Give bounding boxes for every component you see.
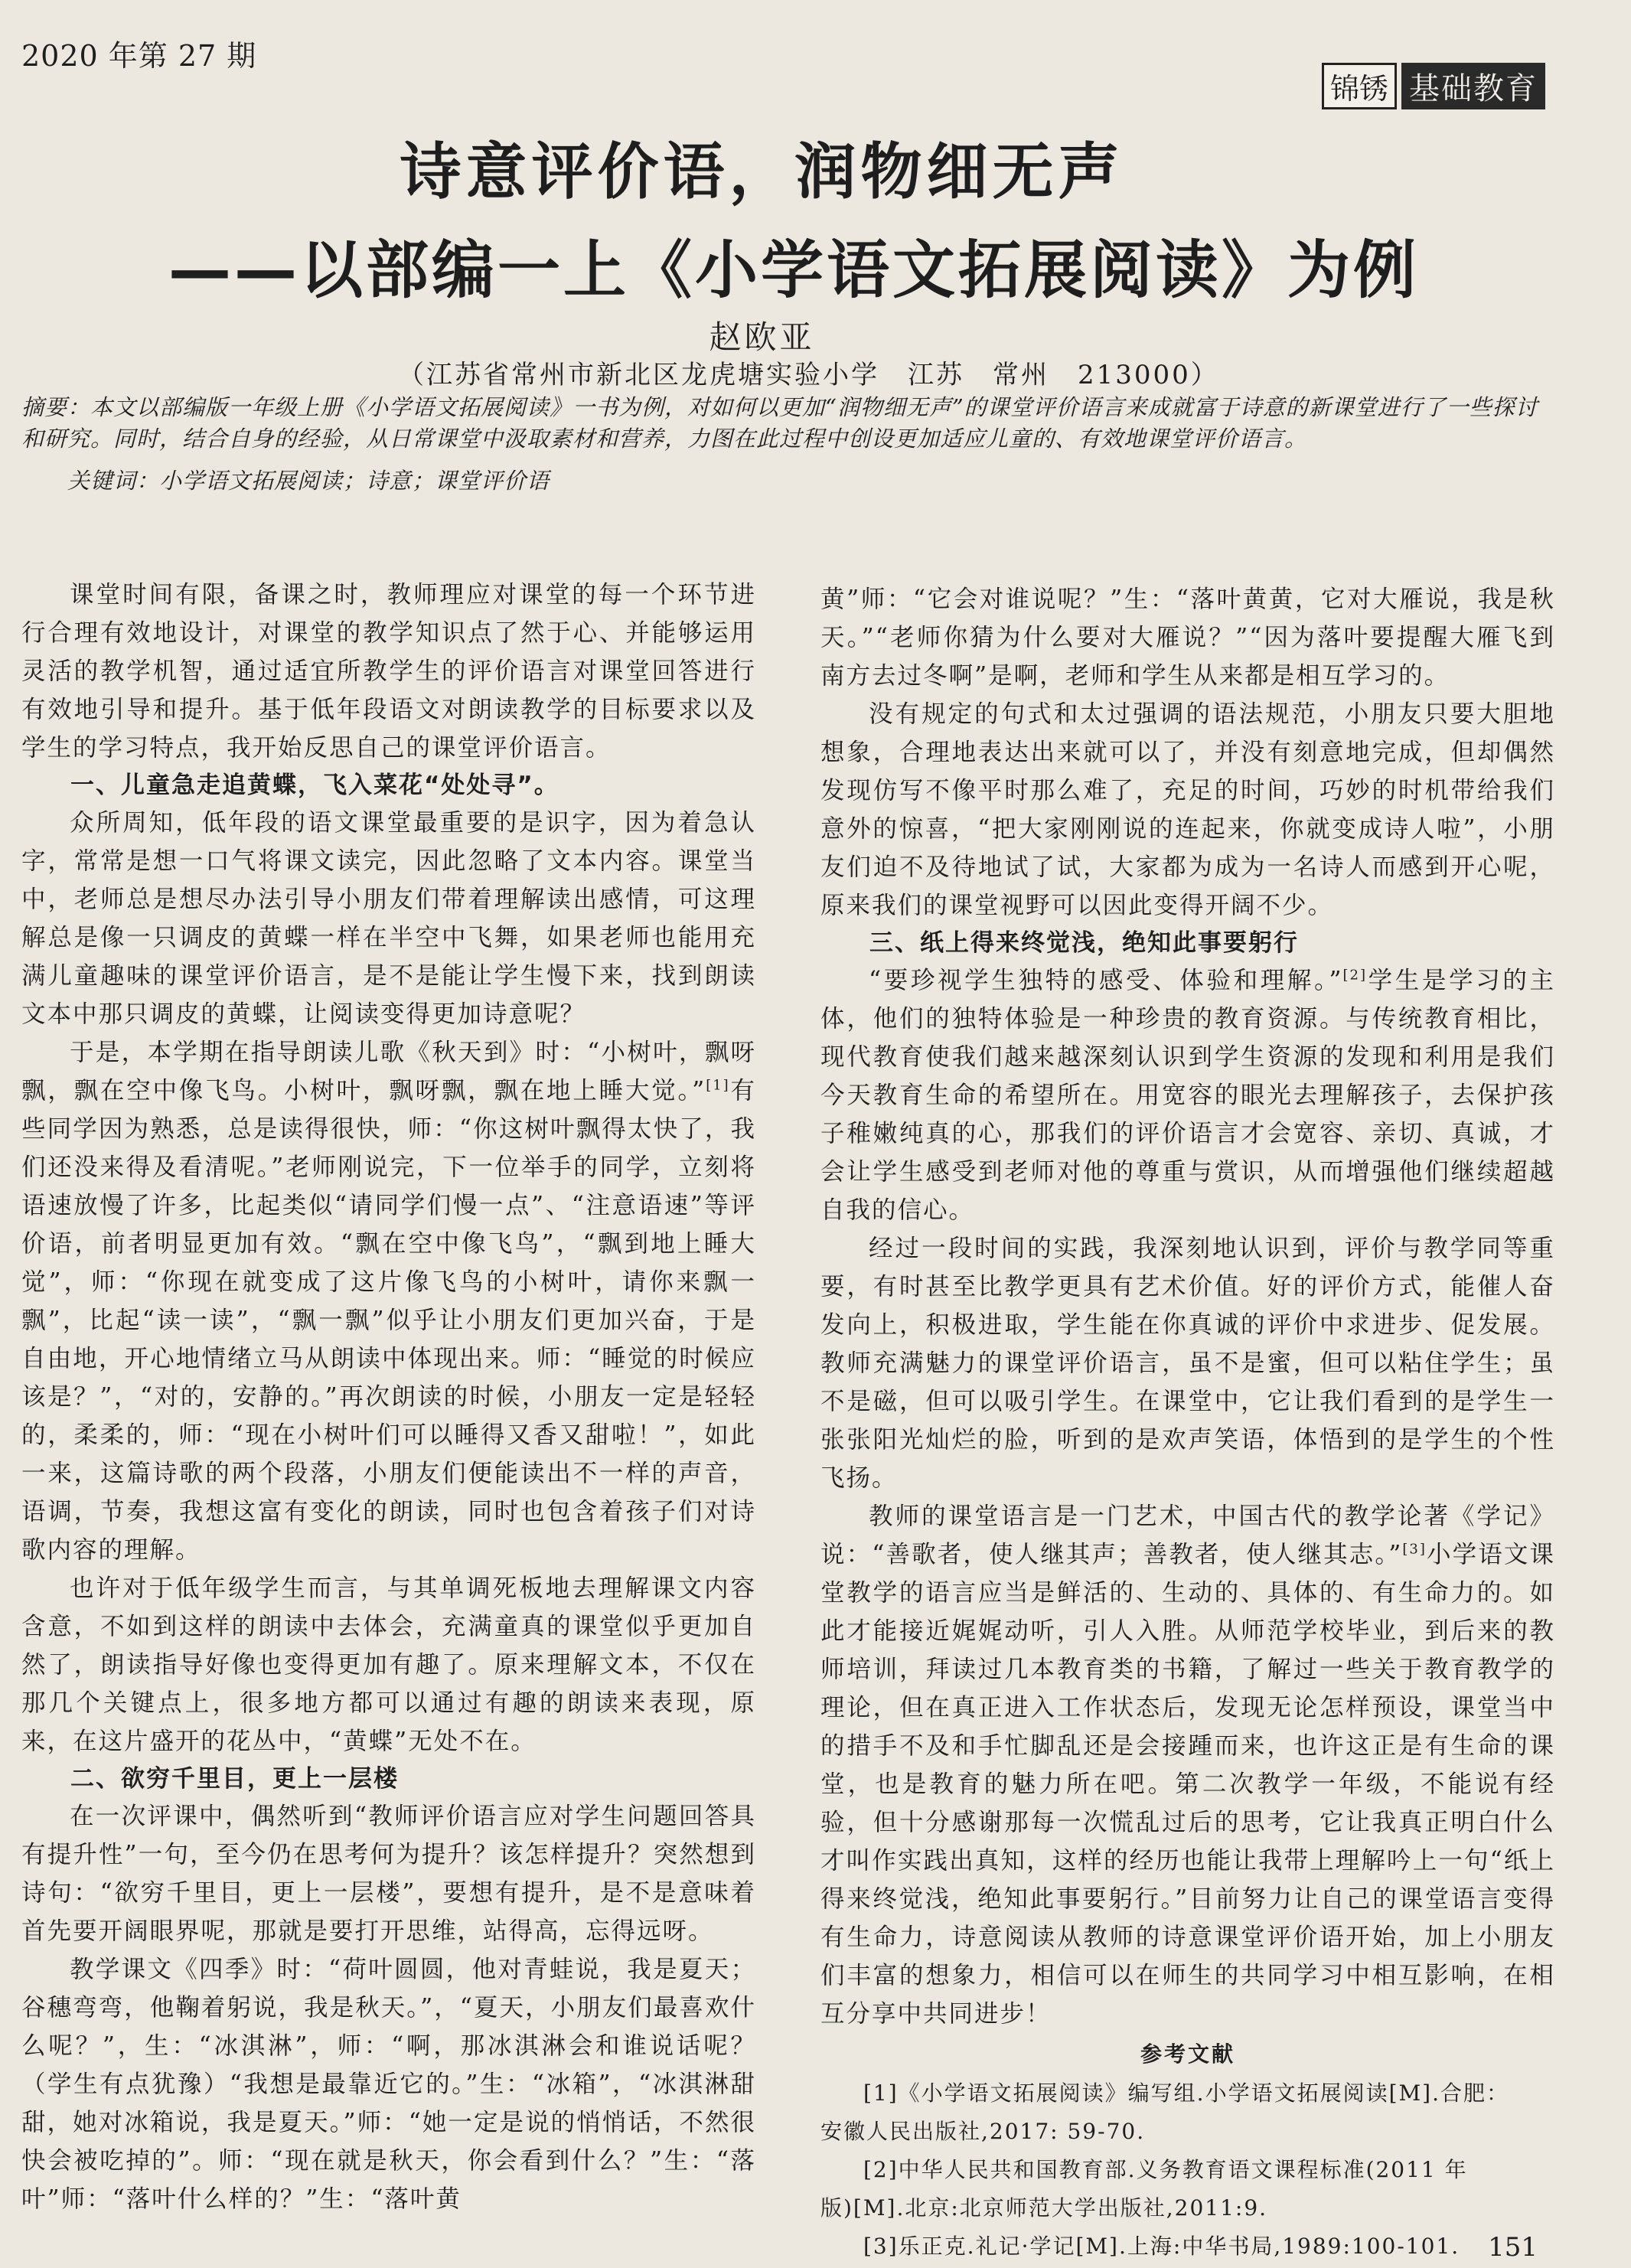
section-heading-1: 一、儿童急走追黄蝶，飞入菜花“处处寻”。 <box>70 772 559 799</box>
reference-item: [2]中华人民共和国教育部.义务教育语文课程标准(2011 年 <box>863 2157 1468 2182</box>
citation-3: [3] <box>1402 1541 1427 1558</box>
paragraph: 黄”师：“它会对谁说呢？”生：“落叶黄黄，它对大雁说，我是秋天。”“老师你猜为什么要对大雁说？”“因为落叶要提醒大雁飞到南方去过冬啊”是啊，老师和学生从来都是相互学习的。 <box>820 586 1555 690</box>
column-badge <box>1322 63 1545 109</box>
badge-right: 基础教育 <box>1401 63 1545 109</box>
citation-2: [2] <box>1342 967 1367 984</box>
paragraph: 教师的课堂语言是一门艺术，中国古代的教学论著《学记》说：“善歌者，使人继其声；善教者，使人继其志。”[3]小学语文课堂教学的语言应当是鲜活的、生动的、具体的、有生命力的。如此才能接近娓娓动听，引人入胜。从师范学校毕业，到后来的教师培训，拜读过几本教育类的书籍，了解过一些关于教育教学的理论，但在真正进入工作状态后，发现无论怎样预设，课堂当中的措手不及和手忙脚乱还是会接踵而来，也许这正是有生命的课堂，也是教育的魅力所在吧。第二次教学一年级，不能说有经验，但十分感谢那每一次慌乱过后的思考，它让我真正明白什么才叫作实践出真知，这样的经历也能让我带上理解吟上一句“纸上得来终觉浅，绝知此事要躬行。”目前努力让自己的课堂语言变得有生命力，诗意阅读从教师的诗意课堂评价语开始，加上小朋友们丰富的想象力，相信可以在师生的共同学习中相互影响，在相互分享中共同进步！ <box>820 1503 1555 2028</box>
paragraph: 经过一段时间的实践，我深刻地认识到，评价与教学同等重要，有时甚至比教学更具有艺术价值。好的评价方式，能催人奋发向上，积极进取，学生能在你真诚的评价中求进步、促发展。教师充满魅力的课堂评价语言，虽不是蜜，但可以粘住学生；虽不是磁，但可以吸引学生。在课堂中，它让我们看到的是学生一张张阳光灿烂的脸，听到的是欢声笑语，体悟到的是学生的个性飞扬。 <box>820 1235 1555 1492</box>
reference-item: [3]乐正克.礼记·学记[M].上海:中华书局,1989:100-101. <box>863 2234 1460 2259</box>
abstract-text: 摘要：本文以部编版一年级上册《小学语文拓展阅读》一书为例，对如何以更加“润物细无声”的课堂评价语言来成就富于诗意的新课堂进行了一些探讨和研究。同时，结合自身的经验，从日常课堂中汲取素材和营养，力图在此过程中创设更加适应儿童的、有效地课堂评价语言。 <box>21 394 1538 452</box>
paragraph: 众所周知，低年段的语文课堂最重要的是识字，因为着急认字，常常是想一口气将课文读完，因此忽略了文本内容。课堂当中，老师总是想尽办法引导小朋友们带着理解读出感情，可这理解总是像一只调皮的黄蝶一样在半空中飞舞，如果老师也能用充满儿童趣味的课堂评价语言，是不是能让学生慢下来，找到朗读文本中那只调皮的黄蝶，让阅读变得更加诗意呢？ <box>21 809 756 1028</box>
references-title: 参考文献 <box>1140 2041 1235 2067</box>
left-column <box>21 576 756 2218</box>
section-heading-3: 三、纸上得来终觉浅，绝知此事要躬行 <box>869 929 1299 957</box>
reference-item-cont: 版)[M].北京:北京师范大学出版社,2011:9. <box>820 2195 1268 2221</box>
reference-item: [1]《小学语文拓展阅读》编写组.小学语文拓展阅读[M].合肥： <box>863 2080 1509 2106</box>
article-subtitle: ——以部编一上《小学语文拓展阅读》为例 <box>168 234 1420 307</box>
issue-label: 2020 年第 27 期 <box>21 39 257 73</box>
keywords: 关键词：小学语文拓展阅读；诗意；课堂评价语 <box>67 468 550 494</box>
paragraph: 教学课文《四季》时：“荷叶圆圆，他对青蛙说，我是夏天；谷穗弯弯，他鞠着躬说，我是秋天。”，“夏天，小朋友们最喜欢什么呢？”，生：“冰淇淋”，师：“啊，那冰淇淋会和谁说话呢？（学生有点犹豫）“我想是最靠近它的。”生：“冰箱”，“冰淇淋甜甜，她对冰箱说，我是夏天。”师：“她一定是说的悄悄话，不然很快会被吃掉的”。师：“现在就是秋天，你会看到什么？”生：“落叶”师：“落叶什么样的？”生：“落叶黄 <box>21 1956 756 2213</box>
paragraph: 于是，本学期在指导朗读儿歌《秋天到》时：“小树叶，飘呀飘，飘在空中像飞鸟。小树叶，飘呀飘，飘在地上睡大觉。”[1]有些同学因为熟悉，总是读得很快，师：“你这树叶飘得太快了，我们还没来得及看清呢。”老师刚说完，下一位举手的同学，立刻将语速放慢了许多，比起类似“请同学们慢一点”、“注意语速”等评价语，前者明显更加有效。“飘在空中像飞鸟”，“飘到地上睡大觉”，师：“你现在就变成了这片像飞鸟的小树叶，请你来飘一飘”，比起“读一读”，“飘一飘”似乎让小朋友们更加兴奋，于是自由地，开心地情绪立马从朗读中体现出来。师：“睡觉的时候应该是？”，“对的，安静的。”再次朗读的时候，小朋友一定是轻轻的，柔柔的，师：“现在小树叶们可以睡得又香又甜啦！”，如此一来，这篇诗歌的两个段落，小朋友们便能读出不一样的声音，语调，节奏，我想这富有变化的朗读，同时也包含着孩子们对诗歌内容的理解。 <box>21 1039 756 1564</box>
paragraph: 课堂时间有限，备课之时，教师理应对课堂的每一个环节进行合理有效地设计，对课堂的教学知识点了然于心、并能够运用灵活的教学机智，通过适宜所教学生的评价语言对课堂回答进行有效地引导和提升。基于低年段语文对朗读教学的目标要求以及学生的学习特点，我开始反思自己的课堂评价语言。 <box>21 581 756 762</box>
paragraph: 在一次评课中，偶然听到“教师评价语言应对学生问题回答具有提升性”一句，至今仍在思考何为提升？该怎样提升？突然想到诗句：“欲穷千里目，更上一层楼”，要想有提升，是不是意味着首先要开阔眼界呢，那就是要打开思维，站得高，忘得远呀。 <box>21 1803 756 1945</box>
author-affiliation: （江苏省常州市新北区龙虎塘实验小学 江苏 常州 213000） <box>398 360 1219 390</box>
badge-left: 锦锈 <box>1322 63 1397 109</box>
author-name: 赵欧亚 <box>709 318 815 356</box>
paragraph: 没有规定的句式和太过强调的语法规范，小朋友只要大胆地想象，合理地表达出来就可以了，并没有刻意地完成，但却偶然发现仿写不像平时那么难了，充足的时间，巧妙的时机带给我们意外的惊喜，“把大家刚刚说的连起来，你就变成诗人啦”，小朋友们迫不及待地试了试，大家都为成为一名诗人而感到开心呢，原来我们的课堂视野可以因此变得开阔不少。 <box>820 700 1555 919</box>
article-title: 诗意评价语，润物细无声 <box>400 136 1124 207</box>
abstract-block <box>21 392 1545 497</box>
page-number: 151 <box>1488 2232 1538 2263</box>
paragraph: 也许对于低年级学生而言，与其单调死板地去理解课文内容含意，不如到这样的朗读中去体会，充满童真的课堂似乎更加自然了，朗读指导好像也变得更加有趣了。原来理解文本，不仅在那几个关键点上，很多地方都可以通过有趣的朗读来表现，原来，在这片盛开的花丛中，“黄蝶”无处不在。 <box>21 1575 756 1755</box>
citation-1: [1] <box>706 1077 730 1094</box>
section-heading-2: 二、欲穷千里目，更上一层楼 <box>70 1765 399 1793</box>
right-column <box>820 580 1555 2266</box>
reference-item-cont: 安徽人民出版社,2017: 59-70. <box>820 2119 1146 2144</box>
paragraph: “要珍视学生独特的感受、体验和理解。”[2]学生是学习的主体，他们的独特体验是一种珍贵的教育资源。与传统教育相比，现代教育使我们越来越深刻认识到学生资源的发现和利用是我们今天教育生命的希望所在。用宽容的眼光去理解孩子，去保护孩子稚嫩纯真的心，那我们的评价语言才会宽容、亲切、真诚，才会让学生感受到老师对他的尊重与赏识，从而增强他们继续超越自我的信心。 <box>820 967 1555 1224</box>
